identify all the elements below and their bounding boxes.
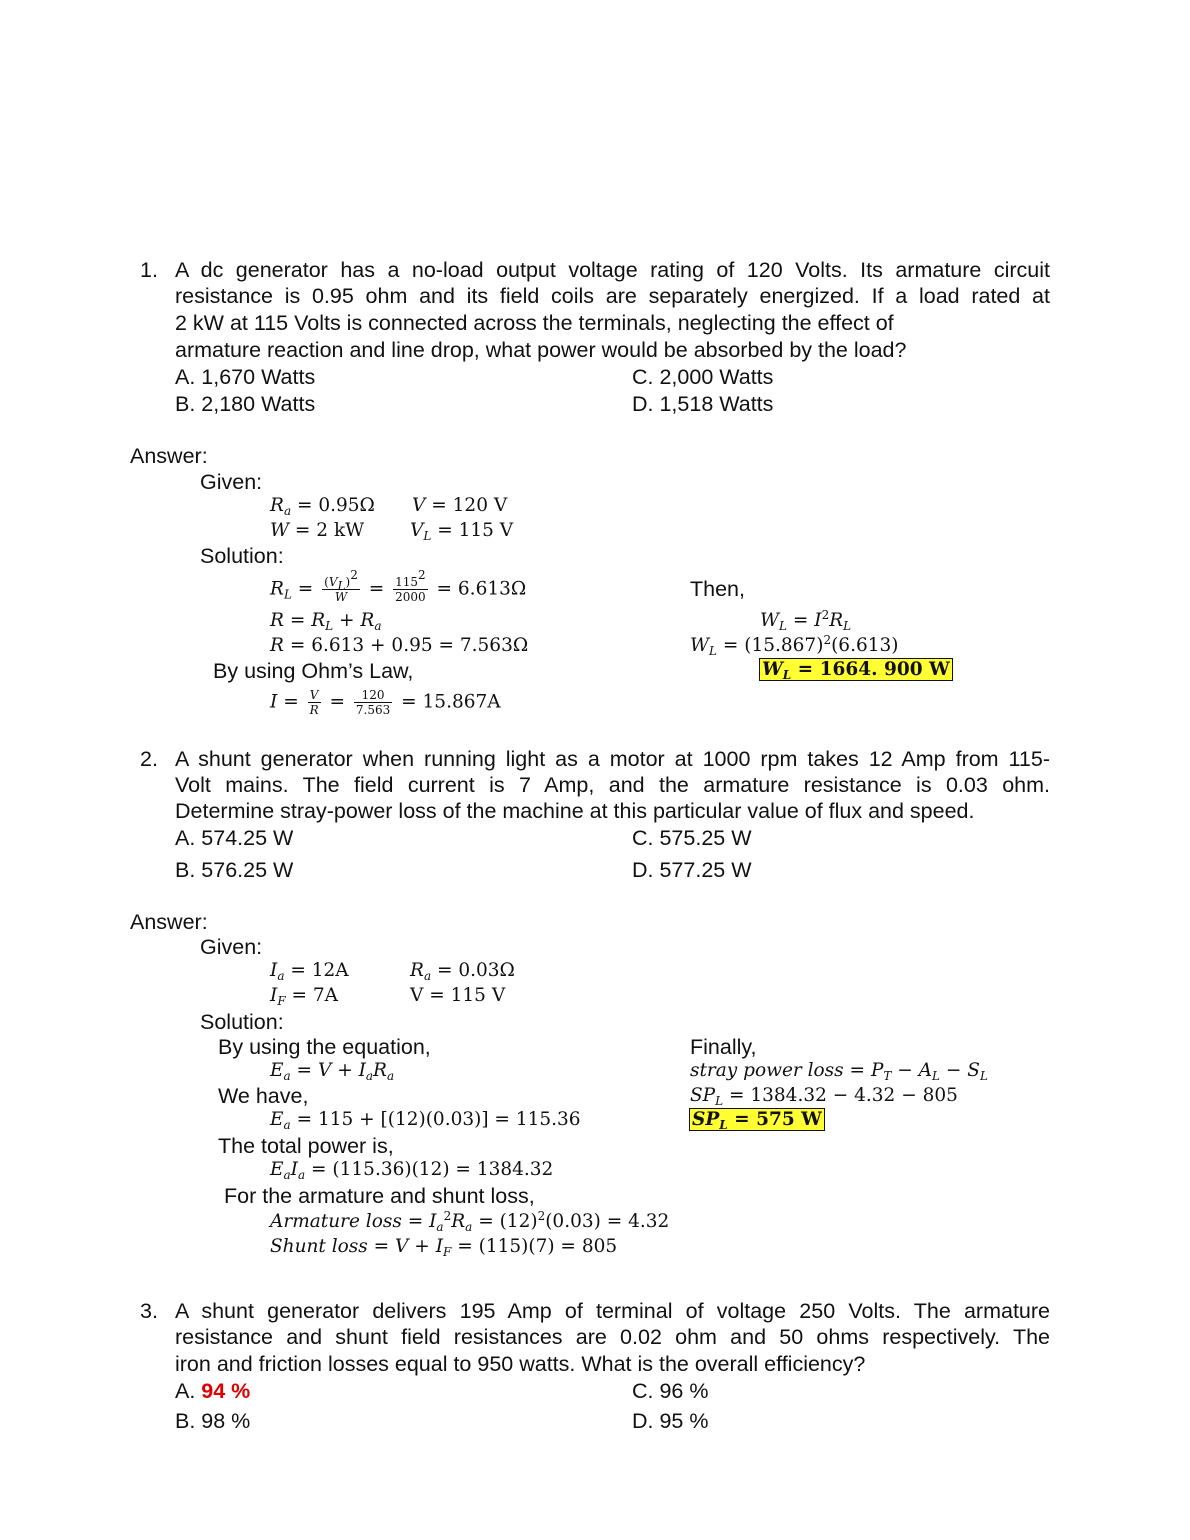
we-have-label: We have, [218,1084,309,1108]
eq-ea-formula: $E_a = V + I_aR_a$ [270,1060,395,1083]
answer-2-label: Answer: [130,910,208,934]
question-1-line-4: armature reaction and line drop, what power would be absorbed by the load? [175,338,907,362]
question-3-number: 3. [140,1299,158,1323]
question-3-choice-d: D. 95 % [632,1409,709,1433]
question-2-choice-b: B. 576.25 W [175,858,294,882]
finally-label: Finally, [690,1035,757,1059]
answer-1-given-label: Given: [200,470,263,494]
answer-2-given-label: Given: [200,935,263,959]
question-3-choice-a: A. 94 % [175,1379,251,1403]
eq-r-value: R = 6.613 + 0.95 = 7.563Ω [270,635,529,656]
question-3-line-1: A shunt generator delivers 195 Amp of terminal of voltage 250 Volts. The armature [175,1299,1050,1323]
given-vl: $V_L = 115$ V [410,520,514,543]
question-2-line-2: Volt mains. The field current is 7 Amp, and the armature resistance is 0.03 ohm. [175,773,1050,797]
question-1-choice-d: D. 1,518 Watts [632,392,774,416]
question-1-choice-a: A. 1,670 Watts [175,365,316,389]
answer-2-solution-label: Solution: [200,1010,284,1034]
question-2-choice-a: A. 574.25 W [175,826,294,850]
question-1-line-1: A dc generator has a no-load output voltage rating of 120 Volts. Its armature circuit [175,258,1050,282]
eq-shunt-loss: Shunt loss = $V + I_F = (115)(7) = 805$ [270,1236,618,1259]
given-if: $I_F = 7A$ [270,985,339,1008]
answer-1-solution-label: Solution: [200,544,284,568]
then-label: Then, [690,577,745,601]
eq-total-power: $E_aI_a = (115.36)(12) = 1384.32$ [270,1159,554,1182]
eq-stray-formula: stray power loss = $P_T - A_L - S_L$ [690,1060,988,1083]
eq-ea-value: $E_a = 115 + [(12)(0.03)] = 115.36$ [270,1109,581,1132]
given-ia: $I_a = 12A$ [270,960,349,983]
eq-armature-loss: Armature loss = $I_a^2R_a = (12)^2(0.03) = 4.32$ [270,1209,670,1234]
question-1-number: 1. [140,258,158,282]
question-3-line-3: iron and friction losses equal to 950 watts. What is the overall efficiency? [175,1352,866,1376]
question-2-choice-c: C. 575.25 W [632,826,752,850]
given-ra: $R_a = 0.95\Omega$ [270,495,375,518]
question-1-choice-c: C. 2,000 Watts [632,365,774,389]
armature-shunt-label: For the armature and shunt loss, [224,1184,535,1208]
question-2-choice-d: D. 577.25 W [632,858,752,882]
ohms-law-label: By using Ohm’s Law, [213,659,414,683]
question-1-line-3: 2 kW at 115 Volts is connected across the terminals, neglecting the effect of [175,311,894,335]
eq-wl-value: $W_L = (15.867)^2(6.613)$ [690,633,899,658]
question-3-correct-answer: 94 % [201,1379,251,1403]
question-3-choice-b: B. 98 % [175,1409,251,1433]
given-v: V = 120 V [412,495,508,516]
eq-rl: $R_L$ = $\frac{(V_L)^2}{W}$ = $\frac{115^2}{2000}$ = 6.613Ω [270,568,527,604]
question-2-line-3: Determine stray-power loss of the machine at this particular value of flux and speed. [175,799,975,823]
question-3-choice-c: C. 96 % [632,1379,709,1403]
eq-current: I = $\frac{V}{R}$ = $\frac{120}{7.563}$ = 15.867A [270,688,501,717]
eq-r-sum: $R = R_L + R_a$ [270,610,382,633]
question-2-number: 2. [140,747,158,771]
question-1-line-2: resistance is 0.95 ohm and its field coils are separately energized. If a load rated at [175,284,1050,308]
given-v-2: V = 115 V [410,985,506,1006]
given-ra-2: $R_a = 0.03\Omega$ [410,960,515,983]
answer-1-result: $W_L = 1664$. 900 W [762,659,950,682]
eq-wl-formula: $W_L = I^2R_L$ [760,608,852,633]
question-2-line-1: A shunt generator when running light as a motor at 1000 rpm takes 12 Amp from 115- [175,747,1050,771]
answer-2-result: $SP_L = 575$ W [692,1109,822,1132]
question-3-line-2: resistance and shunt field resistances are 0.02 ohm and 50 ohms respectively. The [175,1325,1050,1349]
total-power-label: The total power is, [218,1134,394,1158]
by-equation-label: By using the equation, [218,1035,431,1059]
question-1-choice-b: B. 2,180 Watts [175,392,316,416]
answer-1-label: Answer: [130,444,208,468]
eq-stray-value: $SP_L = 1384.32 - 4.32 - 805$ [690,1085,958,1108]
given-w: W = 2 kW [270,520,365,541]
